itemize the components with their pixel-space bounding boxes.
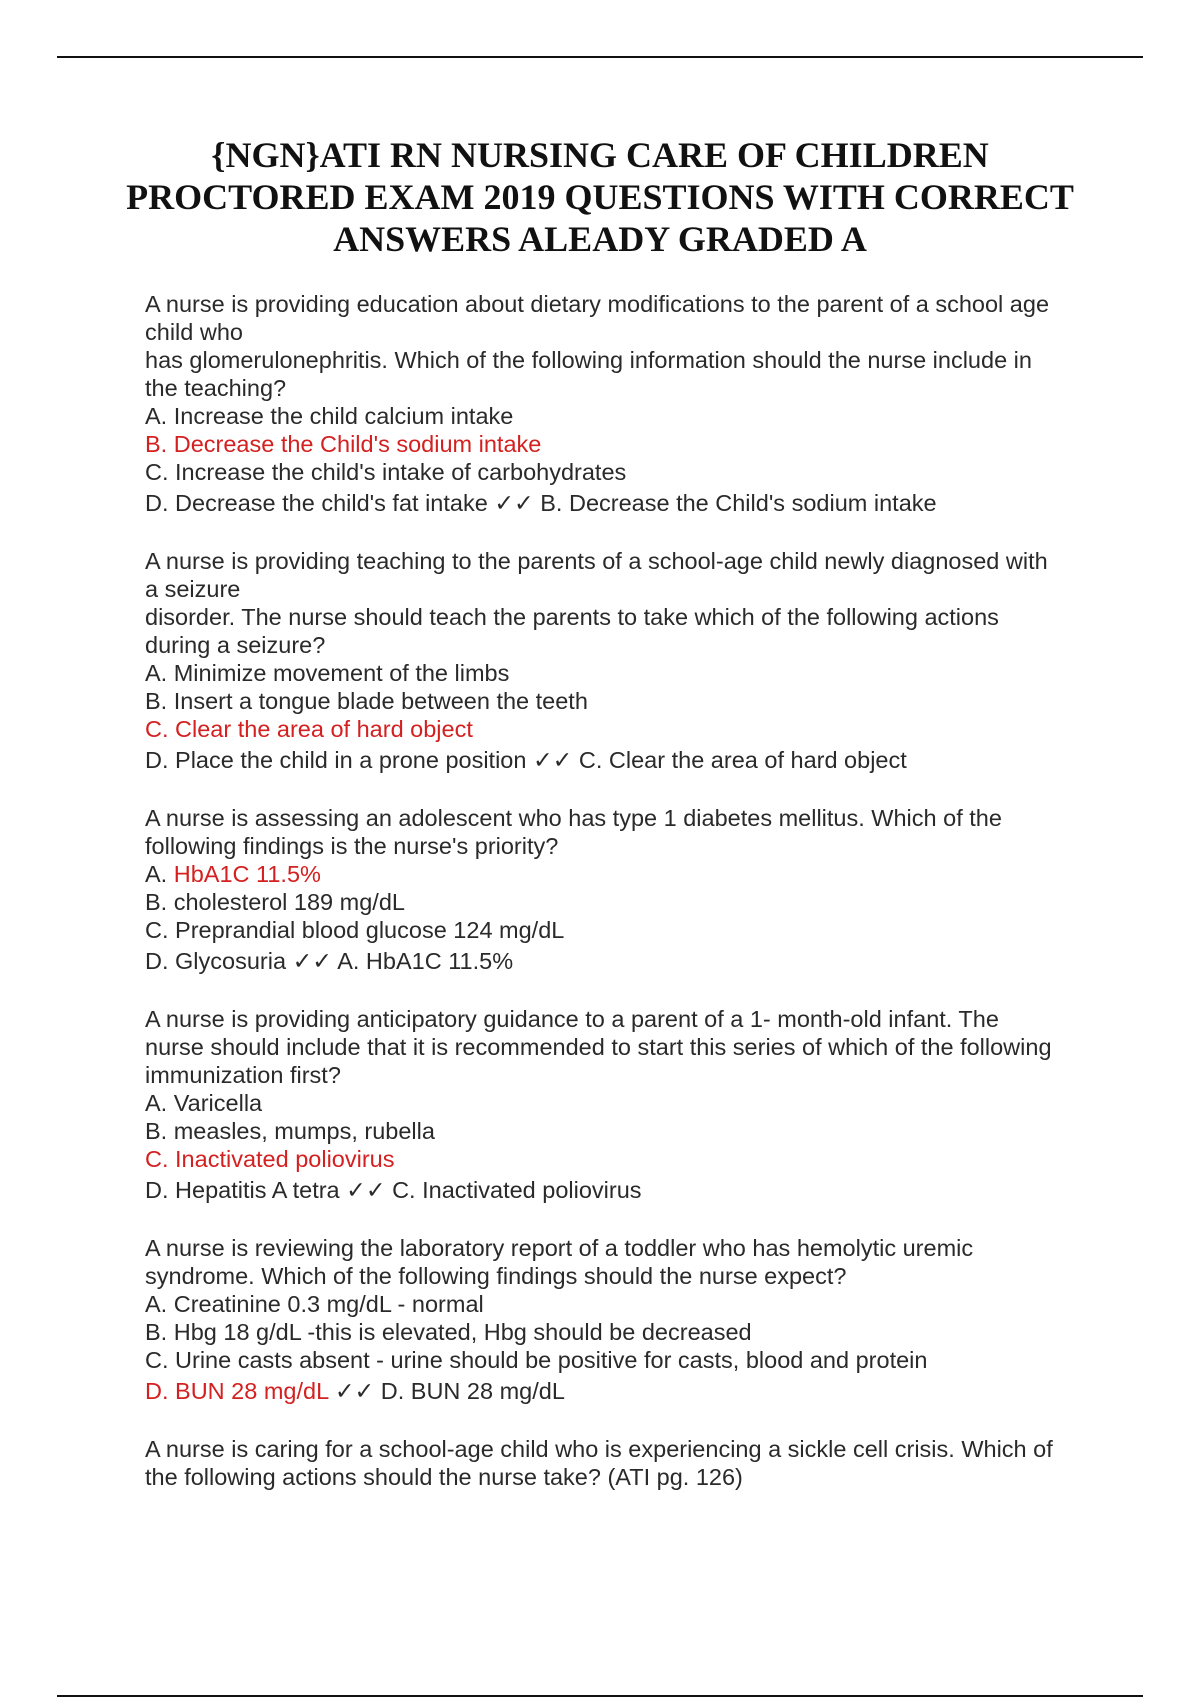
answer-option: A. Minimize movement of the limbs	[145, 660, 510, 686]
question-stem-line: A nurse is providing anticipatory guidance to a parent of a 1- month-old infant. The	[145, 1006, 999, 1032]
answer-option: D. Glycosuria	[145, 948, 287, 974]
question-stem-line: A nurse is assessing an adolescent who has type 1 diabetes mellitus. Which of the	[145, 805, 1002, 831]
answer-option: B. Insert a tongue blade between the teeth	[145, 688, 588, 714]
answer-option: B. measles, mumps, rubella	[145, 1118, 435, 1144]
answer-option: D. Hepatitis A tetra	[145, 1177, 340, 1203]
top-rule	[57, 56, 1143, 58]
answer-option: D. Decrease the child's fat intake	[145, 490, 488, 516]
question-stem-line: the teaching?	[145, 375, 287, 401]
question-stem-line: nurse should include that it is recommended to start this series of which of the following	[145, 1034, 1052, 1060]
question-stem-line: A nurse is reviewing the laboratory report of a toddler who has hemolytic uremic	[145, 1235, 974, 1261]
answer-option: D. Place the child in a prone position	[145, 747, 527, 773]
question-stem-line: immunization first?	[145, 1062, 341, 1088]
question-3	[145, 804, 1085, 975]
document-title	[100, 134, 1100, 260]
answer-option: C. Urine casts absent - urine should be positive for casts, blood and protein	[145, 1347, 928, 1373]
bottom-rule	[57, 1695, 1143, 1697]
question-stem-line: child who	[145, 319, 243, 345]
answer-line	[145, 746, 1085, 774]
question-5	[145, 1234, 1085, 1405]
question-stem-line: A nurse is caring for a school-age child who is experiencing a sickle cell crisis. Which of	[145, 1436, 1053, 1462]
question-stem-line: following findings is the nurse's priority?	[145, 833, 559, 859]
answer-key: ✓✓ C. Clear the area of hard object	[532, 747, 907, 773]
question-stem-line: a seizure	[145, 576, 241, 602]
correct-answer-option: C. Clear the area of hard object	[145, 716, 473, 742]
answer-key: ✓✓ C. Inactivated poliovirus	[346, 1177, 642, 1203]
answer-key: ✓✓ D. BUN 28 mg/dL	[334, 1378, 565, 1404]
question-stem-line: disorder. The nurse should teach the parents to take which of the following actions	[145, 604, 999, 630]
question-2	[145, 547, 1085, 774]
answer-option: C. Preprandial blood glucose 124 mg/dL	[145, 917, 565, 943]
correct-answer-value: HbA1C 11.5%	[173, 861, 321, 887]
answer-line	[145, 947, 1085, 975]
question-stem-line: A nurse is providing teaching to the parents of a school-age child newly diagnosed with	[145, 548, 1048, 574]
question-stem-line: has glomerulonephritis. Which of the following information should the nurse include in	[145, 347, 1032, 373]
question-stem-line: the following actions should the nurse take? (ATI pg. 126)	[145, 1464, 743, 1490]
question-stem-line: A nurse is providing education about dietary modifications to the parent of a school age	[145, 291, 1050, 317]
question-1	[145, 290, 1085, 517]
answer-option-a	[145, 860, 1085, 888]
correct-answer-option: D. BUN 28 mg/dL	[145, 1378, 329, 1404]
answer-option: C. Increase the child's intake of carbohydrates	[145, 459, 627, 485]
option-prefix: A.	[145, 861, 174, 887]
answer-option: B. Hbg 18 g/dL -this is elevated, Hbg should be decreased	[145, 1319, 752, 1345]
answer-line	[145, 1176, 1085, 1204]
question-6	[145, 1435, 1085, 1491]
title-line: PROCTORED EXAM 2019 QUESTIONS WITH CORRECT	[126, 177, 1074, 217]
answer-option: B. cholesterol 189 mg/dL	[145, 889, 405, 915]
answer-line	[145, 1377, 1085, 1405]
answer-option: A. Creatinine 0.3 mg/dL - normal	[145, 1291, 484, 1317]
title-line: ANSWERS ALEADY GRADED A	[333, 219, 867, 259]
answer-option: A. Increase the child calcium intake	[145, 403, 514, 429]
answer-option: A. Varicella	[145, 1090, 263, 1116]
answer-key: ✓✓ B. Decrease the Child's sodium intake	[494, 490, 937, 516]
question-stem-line: syndrome. Which of the following findings should the nurse expect?	[145, 1263, 847, 1289]
answer-line	[145, 489, 1085, 517]
correct-answer-option: B. Decrease the Child's sodium intake	[145, 431, 542, 457]
correct-answer-option: C. Inactivated poliovirus	[145, 1146, 395, 1172]
title-line: {NGN}ATI RN NURSING CARE OF CHILDREN	[211, 135, 989, 175]
question-list	[145, 290, 1085, 1521]
question-stem-line: during a seizure?	[145, 632, 326, 658]
answer-key: ✓✓ A. HbA1C 11.5%	[292, 948, 514, 974]
question-4	[145, 1005, 1085, 1204]
